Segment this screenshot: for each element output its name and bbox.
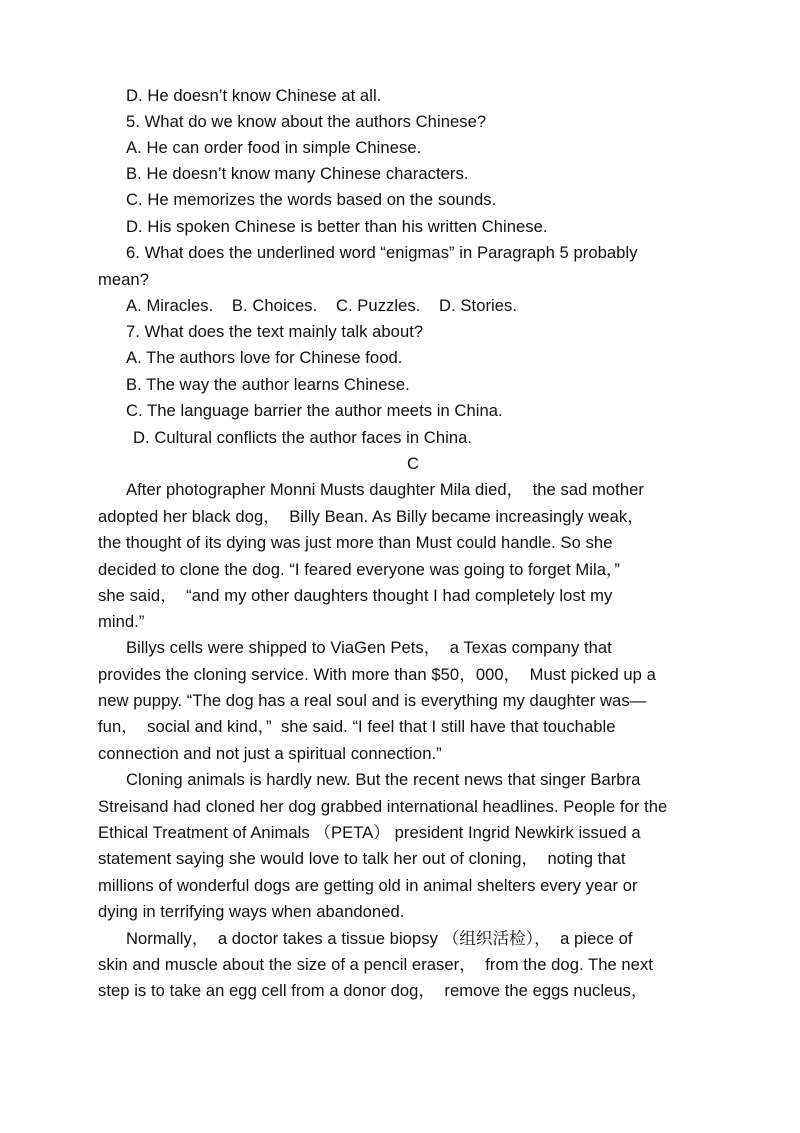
paragraph-3-line-6: dying in terrifying ways when abandoned. [98,902,405,921]
q7-option-c: C. The language barrier the author meets in China. [126,401,503,420]
q5-stem: 5. What do we know about the authors Chinese? [126,112,487,131]
q6-stem-line1: 6. What does the underlined word “enigmas” in Paragraph 5 probably [126,243,638,262]
q6-options: A. Miracles. B. Choices. C. Puzzles. D. Stories. [126,296,518,315]
paragraph-1-line-5: she said， “and my other daughters thought I had completely lost my [98,586,613,605]
paragraph-1-line-6: mind.” [98,612,145,631]
paragraph-1-line-3: the thought of its dying was just more than Must could handle. So she [98,533,613,552]
section-heading: C [406,454,420,473]
paragraph-1-line-1: After photographer Monni Musts daughter Mila died， the sad mother [126,480,644,499]
paragraph-2-line-5: connection and not just a spiritual connection.” [98,744,442,763]
paragraph-2-line-3: new puppy. “The dog has a real soul and is everything my daughter was— [98,691,647,710]
paragraph-1-line-4: decided to clone the dog. “I feared everyone was going to forget Mila，” [98,560,620,579]
q5-option-b: B. He doesn’t know many Chinese characters. [126,164,469,183]
paragraph-3-line-2: Streisand had cloned her dog grabbed international headlines. People for the [98,797,668,816]
paragraph-4-line-1: Normally， a doctor takes a tissue biopsy （组织活检）， a piece of [126,929,633,948]
q5-option-d: D. His spoken Chinese is better than his written Chinese. [126,217,548,236]
q7-option-a: A. The authors love for Chinese food. [126,348,403,367]
q5-option-a: A. He can order food in simple Chinese. [126,138,422,157]
paragraph-4-line-2: skin and muscle about the size of a pencil eraser， from the dog. The next [98,955,653,974]
q6-stem-line2: mean? [98,270,149,289]
q5-option-c: C. He memorizes the words based on the sounds. [126,190,497,209]
q7-stem: 7. What does the text mainly talk about? [126,322,424,341]
q7-option-b: B. The way the author learns Chinese. [126,375,410,394]
paragraph-3-line-5: millions of wonderful dogs are getting old in animal shelters every year or [98,876,638,895]
paragraph-3-line-3: Ethical Treatment of Animals （PETA） president Ingrid Newkirk issued a [98,823,641,842]
paragraph-4-line-3: step is to take an egg cell from a donor dog， remove the eggs nucleus， [98,981,648,1000]
paragraph-3-line-1: Cloning animals is hardly new. But the recent news that singer Barbra [126,770,641,789]
paragraph-1-line-2: adopted her black dog， Billy Bean. As Billy became increasingly weak， [98,507,644,526]
paragraph-2-line-2: provides the cloning service. With more than $50，000， Must picked up a [98,665,656,684]
paragraph-3-line-4: statement saying she would love to talk her out of cloning， noting that [98,849,626,868]
q4-option-d: D. He doesn’t know Chinese at all. [126,86,382,105]
paragraph-2-line-1: Billys cells were shipped to ViaGen Pets， a Texas company that [126,638,612,657]
paragraph-2-line-4: fun， social and kind，” she said. “I feel that I still have that touchable [98,717,616,736]
q7-option-d: D. Cultural conflicts the author faces in China. [133,428,473,447]
